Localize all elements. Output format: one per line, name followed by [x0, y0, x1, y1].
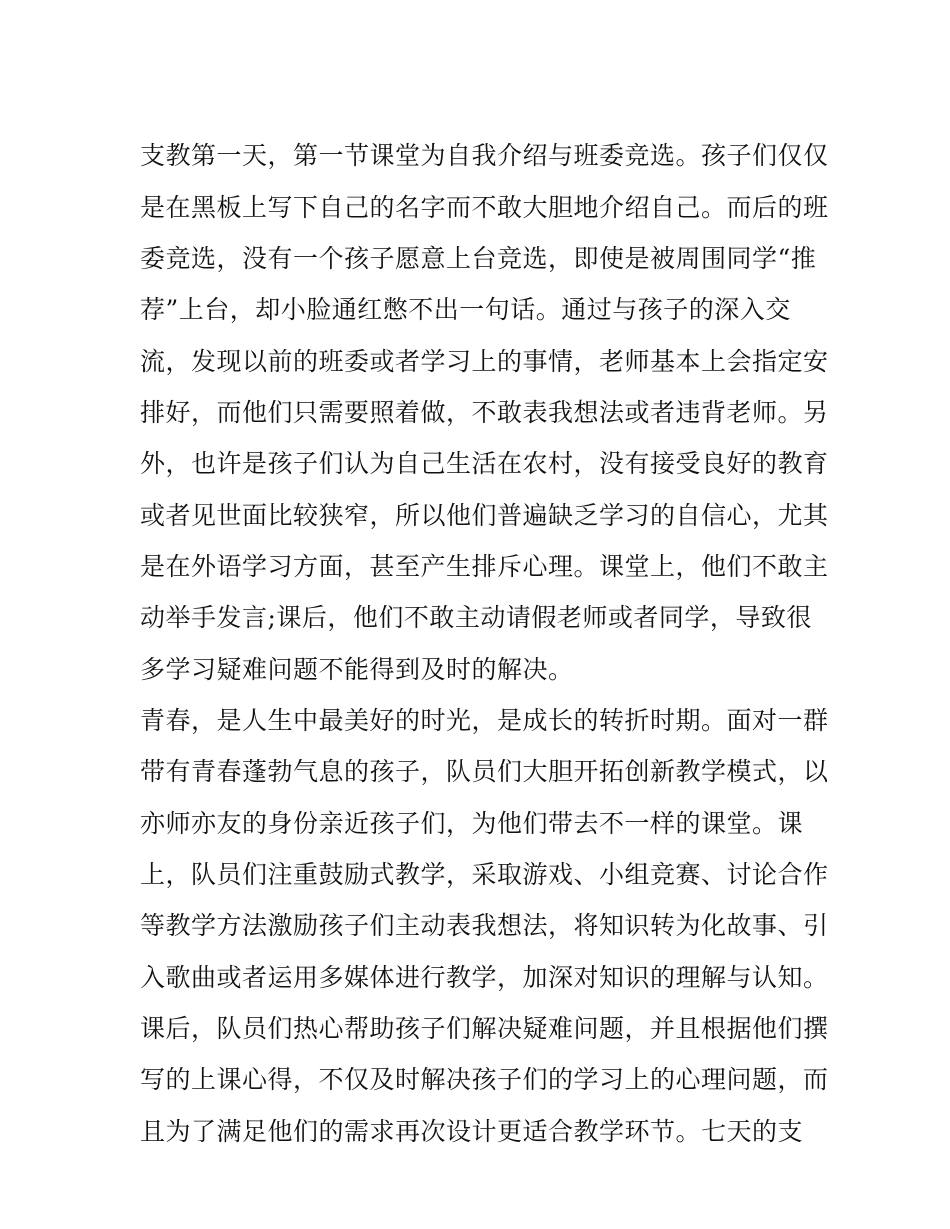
paragraph-line: 带有青春蓬勃气息的孩子，队员们大胆开拓创新教学模式，以	[140, 757, 829, 786]
paragraph-line: 上，队员们注重鼓励式教学，采取游戏、小组竞赛、讨论合作	[140, 860, 829, 889]
paragraph-line: 委竞选，没有一个孩子愿意上台竞选，即使是被周围同学“推	[140, 244, 817, 273]
paragraph-line: 亦师亦友的身份亲近孩子们，为他们带去不一样的课堂。课	[140, 809, 804, 838]
paragraph-line: 流，发现以前的班委或者学习上的事情，老师基本上会指定安	[140, 347, 829, 376]
paragraph-line: 写的上课心得，不仅及时解决孩子们的学习上的心理问题，而	[140, 1065, 829, 1094]
paragraph-line: 多学习疑难问题不能得到及时的解决。	[140, 655, 574, 684]
paragraph-line: 等教学方法激励孩子们主动表我想法，将知识转为化故事、引	[140, 911, 829, 940]
paragraph-line: 外，也许是孩子们认为自己生活在农村，没有接受良好的教育	[140, 449, 829, 478]
paragraph-line: 荐”上台，却小脸通红憋不出一句话。通过与孩子的深入交	[140, 295, 791, 324]
paragraph-line: 是在黑板上写下自己的名字而不敢大胆地介绍自己。而后的班	[140, 193, 829, 222]
paragraph-line: 是在外语学习方面，甚至产生排斥心理。课堂上，他们不敢主	[140, 552, 829, 581]
paragraph-line: 入歌曲或者运用多媒体进行教学，加深对知识的理解与认知。	[140, 963, 829, 992]
paragraph-line: 或者见世面比较狭窄，所以他们普遍缺乏学习的自信心，尤其	[140, 501, 829, 530]
paragraph-line: 青春，是人生中最美好的时光，是成长的转折时期。面对一群	[140, 706, 829, 735]
paragraph-line: 排好，而他们只需要照着做，不敢表我想法或者违背老师。另	[140, 398, 829, 427]
paragraph-line: 支教第一天，第一节课堂为自我介绍与班委竞选。孩子们仅仅	[140, 141, 829, 170]
paragraph-line: 且为了满足他们的需求再次设计更适合教学环节。七天的支	[140, 1117, 804, 1146]
paragraph-line: 动举手发言;课后，他们不敢主动请假老师或者同学，导致很	[140, 603, 812, 632]
paragraph-line: 课后，队员们热心帮助孩子们解决疑难问题，并且根据他们撰	[140, 1014, 829, 1043]
